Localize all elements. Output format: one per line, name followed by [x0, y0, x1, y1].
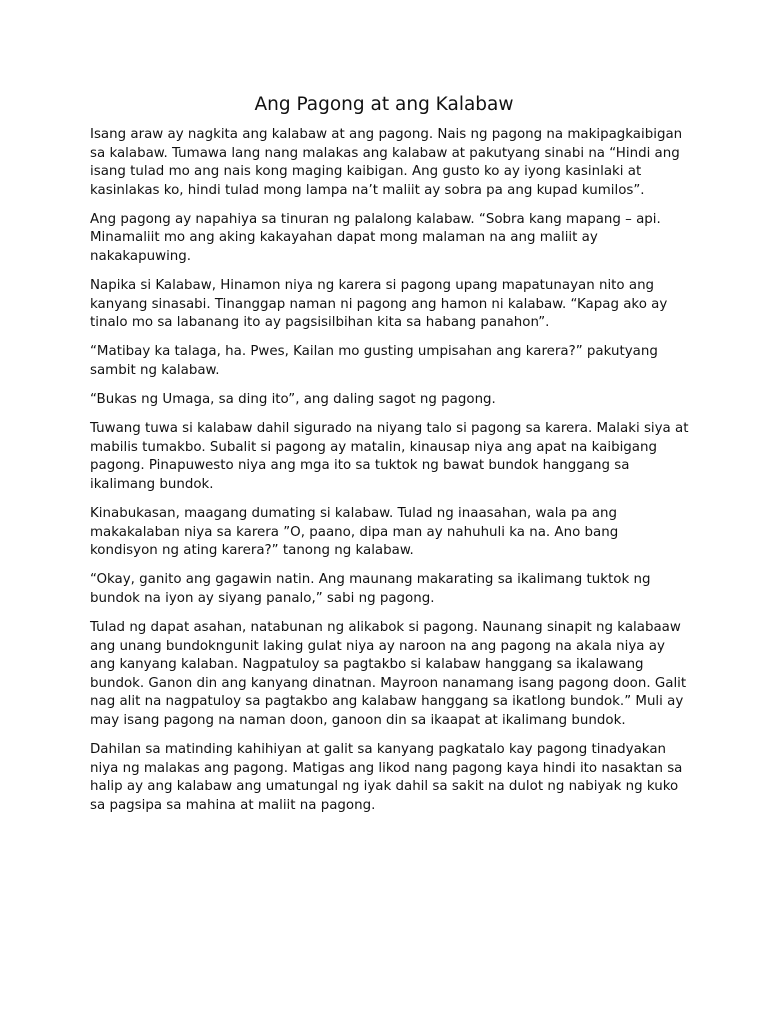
story-body: [90, 126, 690, 826]
paragraph-6: Tuwang tuwa si kalabaw dahil sigurado na niyang talo si pagong sa karera. Malaki siya at mabilis tumakbo. Subalit si pagong ay matalin, kinausap niya ang apat na kaibigang pagong. Pinapuwesto niya ang mga ito sa tuktok ng bawat bundok hanggang sa ikalimang bundok.: [90, 421, 689, 492]
paragraph-7: Kinabukasan, maagang dumating si kalabaw. Tulad ng inaasahan, wala pa ang makakalaban niya sa karera ”O, paano, dipa man ay nahuhuli ka na. Ano bang kondisyon ng ating karera?” tanong ng kalabaw.: [90, 506, 619, 559]
paragraph-5: “Bukas ng Umaga, sa ding ito”, ang daling sagot ng pagong.: [90, 392, 496, 408]
paragraph-2: Ang pagong ay napahiya sa tinuran ng palalong kalabaw. “Sobra kang mapang – api. Minamaliit mo ang aking kakayahan dapat mong malaman na ang maliit ay nakakapuwing.: [90, 211, 661, 265]
paragraph-10: Dahilan sa matinding kahihiyan at galit sa kanyang pagkatalo kay pagong tinadyakan niya ng malakas ang pagong. Matigas ang likod nang pagong kaya hindi ito nasaktan sa halip ay ang kalabaw ang umatungal ng iyak dahil sa sakit na dulot ng nabiyak ng kuko sa pagsipa sa mahina at maliit na pagong.: [90, 742, 683, 813]
page-title: Ang Pagong at ang Kalabaw: [254, 94, 514, 115]
paragraph-8: “Okay, ganito ang gagawin natin. Ang maunang makarating sa ikalimang tuktok ng bundok na iyon ay siyang panalo,” sabi ng pagong.: [90, 572, 651, 606]
paragraph-4: “Matibay ka talaga, ha. Pwes, Kailan mo gusting umpisahan ang karera?” pakutyang sambit ng kalabaw.: [90, 344, 658, 379]
paragraph-1: Isang araw ay nagkita ang kalabaw at ang pagong. Nais ng pagong na makipagkaibigan sa kalabaw. Tumawa lang nang malakas ang kalabaw at pakutyang sinabi na “Hindi ang isang tulad mo ang nais kong maging kaibigan. Ang gusto ko ay iyong kasinlaki at kasinlakas ko, hindi tulad mong lampa na’t maliit ay sobra pa ang kupad kumilos”.: [90, 127, 683, 198]
paragraph-9: Tulad ng dapat asahan, natabunan ng alikabok si pagong. Naunang sinapit ng kalabaaw ang unang bundokngunit laking gulat niya ay naroon na ang pagong na akala niya ay ang kanyang kalaban. Nagpatuloy sa pagtakbo si kalabaw hanggang sa ikalawang bundok. Ganon din ang kanyang dinatnan. Mayroon nanamang isang pagong doon. Galit nag alit na nagpatuloy sa pagtakbo ang kalabaw hanggang sa ikatlong bundok.” Muli ay may isang pagong na naman doon, ganoon din sa ikaapat at ikalimang bundok.: [90, 620, 687, 729]
paragraph-3: Napika si Kalabaw, Hinamon niya ng karera si pagong upang mapatunayan nito ang kanyang sinasabi. Tinanggap naman ni pagong ang hamon ni kalabaw. “Kapag ako ay tinalo mo sa labanang ito ay pagsisilbihan kita sa habang panahon”.: [90, 278, 668, 331]
